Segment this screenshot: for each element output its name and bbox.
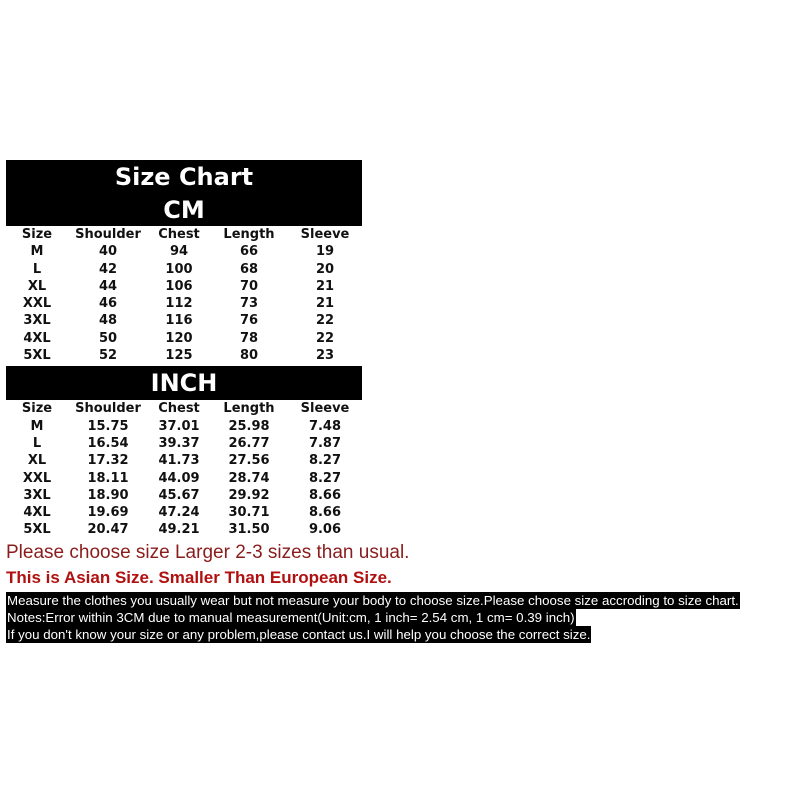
table-cell: XXL [22, 470, 52, 486]
table-cell: 18.90 [87, 487, 129, 503]
table-row [6, 452, 362, 469]
table-cell: 5XL [23, 348, 51, 364]
table-cell: 106 [165, 278, 193, 294]
table-cell: 112 [165, 296, 193, 312]
table-cell: 17.32 [87, 453, 129, 469]
table-row [6, 278, 362, 295]
table-row [6, 347, 362, 364]
table-cell: XL [27, 278, 47, 294]
table-row [6, 435, 362, 452]
table-cell: 21 [315, 296, 335, 312]
inch-table-header [6, 400, 362, 417]
table-row [6, 487, 362, 504]
table-cell: 22 [315, 330, 335, 346]
table-cell: 73 [239, 296, 259, 312]
table-cell: 30.71 [228, 505, 270, 521]
table-cell: 21 [315, 278, 335, 294]
table-cell: 49.21 [158, 522, 200, 538]
size-chart [6, 160, 362, 539]
inch-section-label: INCH [6, 366, 362, 400]
column-header: Size [21, 227, 53, 242]
table-cell: M [30, 244, 44, 260]
table-cell: 44 [98, 278, 118, 294]
table-cell: 25.98 [228, 418, 270, 434]
table-row [6, 470, 362, 487]
table-cell: 70 [239, 278, 259, 294]
table-cell: 20 [315, 261, 335, 277]
table-cell: 3XL [23, 313, 51, 329]
table-cell: 78 [239, 330, 259, 346]
table-cell: 4XL [23, 505, 51, 521]
column-header: Sleeve [300, 227, 350, 242]
table-cell: 66 [239, 244, 259, 260]
measurement-notes [6, 592, 740, 643]
table-row [6, 418, 362, 435]
table-cell: 8.66 [308, 505, 342, 521]
measure-note: Measure the clothes you usually wear but not measure your body to choose size.Please choose size accroding to size chart. [7, 593, 739, 608]
table-row [6, 261, 362, 278]
table-cell: 94 [169, 244, 189, 260]
table-cell: 15.75 [87, 418, 129, 434]
table-cell: 47.24 [158, 505, 200, 521]
cm-table [6, 226, 362, 364]
table-cell: 7.87 [308, 435, 342, 451]
table-cell: 50 [98, 330, 118, 346]
table-cell: 4XL [23, 330, 51, 346]
table-cell: 80 [239, 348, 259, 364]
table-cell: 41.73 [158, 453, 200, 469]
contact-note: If you don't know your size or any problem,please contact us.I will help you choose the correct size. [7, 627, 591, 642]
table-row [6, 521, 362, 538]
table-cell: 7.48 [308, 418, 342, 434]
table-cell: 8.27 [308, 470, 342, 486]
table-cell: 39.37 [158, 435, 200, 451]
inch-table [6, 400, 362, 538]
table-cell: 3XL [23, 487, 51, 503]
inch-table-body [6, 418, 362, 539]
table-row [6, 504, 362, 521]
table-row [6, 243, 362, 260]
table-cell: 18.11 [87, 470, 129, 486]
table-cell: 28.74 [228, 470, 270, 486]
table-cell: 8.66 [308, 487, 342, 503]
table-cell: XXL [22, 296, 52, 312]
table-cell: 29.92 [228, 487, 270, 503]
table-cell: 19 [315, 244, 335, 260]
table-cell: 76 [239, 313, 259, 329]
table-cell: 20.47 [87, 522, 129, 538]
table-cell: 100 [165, 261, 193, 277]
cm-section-label: CM [163, 196, 205, 224]
table-cell: L [32, 435, 42, 451]
table-cell: 8.27 [308, 453, 342, 469]
table-cell: 26.77 [228, 435, 270, 451]
table-cell: 46 [98, 296, 118, 312]
table-cell: 40 [98, 244, 118, 260]
cm-table-body [6, 243, 362, 364]
chart-title: Size Chart [114, 163, 254, 191]
table-cell: 22 [315, 313, 335, 329]
table-cell: 23 [315, 348, 335, 364]
column-header: Shoulder [75, 401, 141, 417]
table-row [6, 330, 362, 347]
table-cell: 68 [239, 261, 259, 277]
table-row [6, 295, 362, 312]
table-cell: 5XL [23, 522, 51, 538]
column-header: Chest [158, 227, 200, 242]
table-cell: 9.06 [308, 522, 342, 538]
column-header: Size [21, 401, 53, 417]
column-header: Length [223, 227, 275, 242]
table-cell: 45.67 [158, 487, 200, 503]
table-cell: 125 [165, 348, 193, 364]
column-header: Chest [158, 401, 200, 417]
column-header: Length [223, 401, 275, 417]
table-cell: 16.54 [87, 435, 129, 451]
table-cell: 19.69 [87, 505, 129, 521]
size-chart-header [6, 160, 362, 226]
cm-table-header [6, 226, 362, 243]
table-cell: 52 [98, 348, 118, 364]
column-header: Sleeve [300, 401, 350, 417]
asian-size-note: This is Asian Size. Smaller Than European Size. [6, 568, 392, 587]
table-row [6, 312, 362, 329]
table-cell: 27.56 [228, 453, 270, 469]
table-cell: 42 [98, 261, 118, 277]
larger-sizes-note: Please choose size Larger 2-3 sizes than usual. [6, 542, 410, 563]
table-cell: 120 [165, 330, 193, 346]
table-cell: 48 [98, 313, 118, 329]
table-cell: 31.50 [228, 522, 270, 538]
column-header: Shoulder [75, 227, 141, 242]
table-cell: L [32, 261, 42, 277]
table-cell: 44.09 [158, 470, 200, 486]
table-cell: 37.01 [158, 418, 200, 434]
table-cell: XL [27, 453, 47, 469]
table-cell: 116 [165, 313, 193, 329]
table-cell: M [30, 418, 44, 434]
error-note: Notes:Error within 3CM due to manual measurement(Unit:cm, 1 inch= 2.54 cm, 1 cm= 0.39 inch) [7, 610, 575, 625]
